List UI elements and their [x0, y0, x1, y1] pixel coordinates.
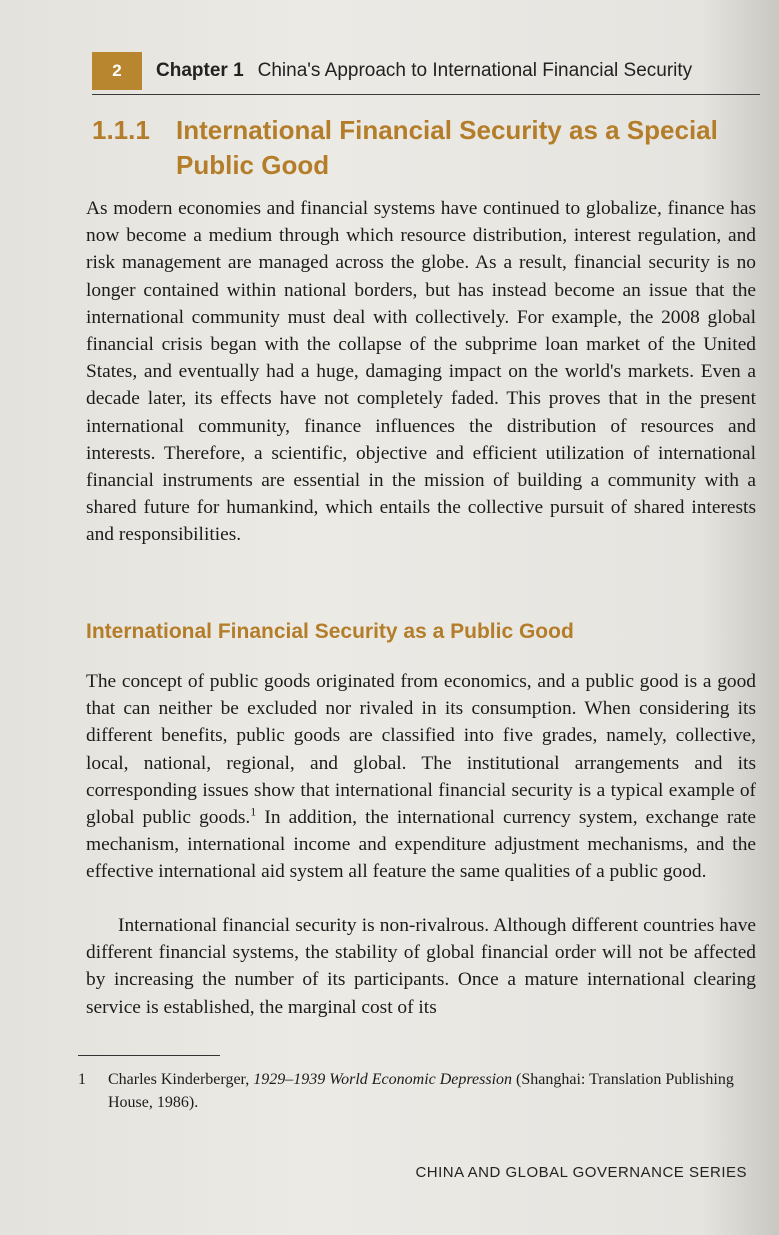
subheading: International Financial Security as a Public Good [86, 620, 574, 643]
paragraph-public-goods [86, 668, 756, 886]
footnote-divider [78, 1055, 220, 1056]
paragraph-public-goods-part2: In addition, the international currency system, exchange rate mechanism, international income and expenditure adjustment mechanisms, and the effective international aid system all feature the same qualities of a public good. [86, 807, 756, 883]
footnote-publication: (Shanghai: Translation Publishing House, 1986). [108, 1071, 734, 1111]
chapter-title: China's Approach to International Financial Security [257, 60, 693, 81]
paragraph-public-goods-part1: The concept of public goods originated from economics, and a public good is a good that can neither be excluded nor rivaled in its consumption. When considering its different benefits, public goods are classified into five grades, namely, collective, local, national, regional, and global. The institutional arrangements and its corresponding issues show that international financial security is a typical example of global public goods. [86, 671, 756, 829]
footnote-book-title: 1929–1939 World Economic Depression [253, 1071, 513, 1088]
section-title: International Financial Security as a Special Public Good [176, 115, 718, 180]
page-number-badge: 2 [92, 52, 142, 90]
paragraph-intro: As modern economies and financial systems have continued to globalize, finance has now become a medium through which resource distribution, interest regulation, and risk management are managed across the globe. As a result, financial security is no longer contained within national borders, but has instead become an issue that the international community must deal with collectively. For example, the 2008 global financial crisis began with the collapse of the subprime loan market of the United States, and eventually had a huge, damaging impact on the world's markets. Even a decade later, its effects have not completely faded. This proves that in the present international community, finance influences the distribution of resources and interests. Therefore, a scientific, objective and efficient utilization of international financial instruments are essential in the mission of building a community with a shared future for humankind, which entails the collective pursuit of shared interests and responsibilities. [86, 198, 756, 546]
section-number: 1.1.1 [92, 115, 150, 145]
footnote-number: 1 [78, 1071, 86, 1088]
running-header [92, 48, 760, 95]
section-heading [92, 113, 752, 183]
footnote-author: Charles Kinderberger, [108, 1071, 254, 1088]
series-footer: CHINA AND GLOBAL GOVERNANCE SERIES [415, 1164, 747, 1181]
footnote [78, 1068, 750, 1114]
footnote-text [108, 1068, 750, 1114]
footnote-reference[interactable]: 1 [250, 804, 257, 819]
paragraph-non-rivalrous: International financial security is non-rivalrous. Although different countries have different financial systems, the stability of global financial order will not be affected by increasing the number of its participants. Once a mature international clearing service is established, the marginal cost of its [86, 915, 756, 1018]
chapter-label: Chapter 1 [156, 60, 244, 81]
